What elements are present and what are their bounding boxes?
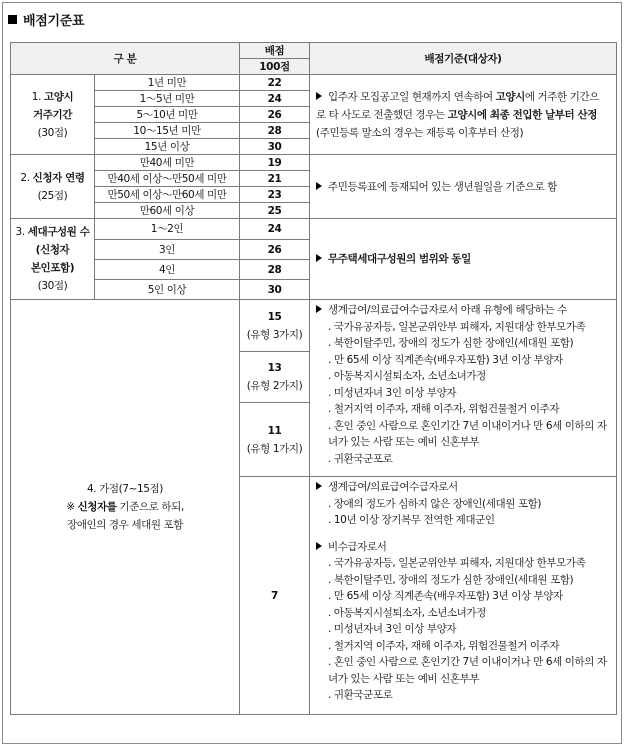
criteria-item: . 아동복지시설퇴소자, 소년소녀가정 xyxy=(316,368,608,385)
row-score: 30 xyxy=(240,280,310,300)
row-score: 25 xyxy=(240,203,310,219)
row-label: 1～2인 xyxy=(95,219,240,240)
row-label: 4인 xyxy=(95,260,240,280)
square-bullet-icon xyxy=(8,15,17,24)
row-score: 28 xyxy=(240,123,310,139)
category-bonus: 4. 가점(7~15점) ※ 신청자를 기준으로 하되, 장애인의 경우 세대원 포함 xyxy=(11,300,240,715)
criteria-item: . 혼인 중인 사람으로 혼인기간 7년 이내이거나 만 6세 이하의 자녀가 있는 사람 또는 예비 신혼부부 xyxy=(316,654,608,687)
criteria-item: . 북한이탈주민, 장애의 정도가 심한 장애인(세대원 포함) xyxy=(316,572,608,589)
row-score: 23 xyxy=(240,187,310,203)
row-score: 22 xyxy=(240,75,310,91)
score-7: 7 xyxy=(240,477,310,715)
criteria-household: 무주택세대구성원의 범위와 동일 xyxy=(310,219,617,300)
score-table xyxy=(10,42,617,715)
row-score: 28 xyxy=(240,260,310,280)
header-score-top: 배점 xyxy=(240,43,310,59)
row-score: 26 xyxy=(240,107,310,123)
criteria-item: . 미성년자녀 3인 이상 부양자 xyxy=(316,385,608,402)
row-label: 만60세 이상 xyxy=(95,203,240,219)
criteria-item: . 장애의 정도가 심하지 않은 장애인(세대원 포함) xyxy=(316,496,608,513)
arrow-icon xyxy=(316,305,322,313)
header-score-bottom: 100점 xyxy=(240,59,310,75)
row-score: 24 xyxy=(240,91,310,107)
row-label: 만40세 이상～만50세 미만 xyxy=(95,171,240,187)
criteria-age: 주민등록표에 등재되어 있는 생년월일을 기준으로 함 xyxy=(310,155,617,219)
criteria-item: . 북한이탈주민, 장애의 정도가 심한 장애인(세대원 포함) xyxy=(316,335,608,352)
criteria-residence: 입주자 모집공고일 현재까지 연속하여 고양시에 거주한 기간으로 타 사도로 전출했던 경우는 고양시에 최종 전입한 날부터 산정 (주민등록 말소의 경우는 재등록 이후부터 산정) xyxy=(310,75,617,155)
criteria-item: . 10년 이상 장기복무 전역한 제대군인 xyxy=(316,512,608,529)
category-age: 2. 신청자 연령 (25점) xyxy=(11,155,95,219)
arrow-icon xyxy=(316,92,322,100)
row-label: 5인 이상 xyxy=(95,280,240,300)
criteria-item: . 철거지역 이주자, 재해 이주자, 위험건물철거 이주자 xyxy=(316,401,608,418)
row-score: 30 xyxy=(240,139,310,155)
criteria-item: . 아동복지시설퇴소자, 소년소녀가정 xyxy=(316,605,608,622)
category-residence: 1. 고양시 거주기간 (30점) xyxy=(11,75,95,155)
arrow-icon xyxy=(316,482,322,490)
row-label: 만40세 미만 xyxy=(95,155,240,171)
criteria-item: . 귀환국군포로 xyxy=(316,687,608,704)
row-score: 19 xyxy=(240,155,310,171)
criteria-item: . 귀환국군포로 xyxy=(316,451,608,468)
criteria-item: . 국가유공자등, 일본군위안부 피해자, 지원대상 한부모가족 xyxy=(316,555,608,572)
criteria-bonus-recipient-types xyxy=(310,300,617,477)
row-label: 3인 xyxy=(95,240,240,260)
criteria-item: . 미성년자녀 3인 이상 부양자 xyxy=(316,621,608,638)
header-criteria: 배점기준(대상자) xyxy=(310,43,617,75)
criteria-heading: 비수급자로서 xyxy=(316,539,608,556)
score-15: 15 (유형 3가지) xyxy=(240,300,310,352)
criteria-heading: 생계급여/의료급여수급자로서 아래 유형에 해당하는 수 xyxy=(316,302,608,319)
criteria-item: . 만 65세 이상 직계존속(배우자포함) 3년 이상 부양자 xyxy=(316,588,608,605)
arrow-icon xyxy=(316,542,322,550)
row-label: 15년 이상 xyxy=(95,139,240,155)
score-11: 11 (유형 1가지) xyxy=(240,403,310,477)
arrow-icon xyxy=(316,182,322,190)
criteria-item: . 철거지역 이주자, 재해 이주자, 위험건물철거 이주자 xyxy=(316,638,608,655)
row-label: 1년 미만 xyxy=(95,75,240,91)
row-label: 1～5년 미만 xyxy=(95,91,240,107)
criteria-item: . 국가유공자등, 일본군위안부 피해자, 지원대상 한부모가족 xyxy=(316,319,608,336)
row-label: 10～15년 미만 xyxy=(95,123,240,139)
criteria-item: . 혼인 중인 사람으로 혼인기간 7년 이내이거나 만 6세 이하의 자녀가 있는 사람 또는 예비 신혼부부 xyxy=(316,418,608,451)
criteria-heading: 생계급여/의료급여수급자로서 xyxy=(316,479,608,496)
row-score: 24 xyxy=(240,219,310,240)
row-label: 만50세 이상～만60세 미만 xyxy=(95,187,240,203)
page-title: 배점기준표 xyxy=(8,10,84,29)
score-13: 13 (유형 2가지) xyxy=(240,352,310,403)
criteria-item: . 만 65세 이상 직계존속(배우자포함) 3년 이상 부양자 xyxy=(316,352,608,369)
category-household: 3. 세대구성원 수 (신청자 본인포함) (30점) xyxy=(11,219,95,300)
header-gubun: 구 분 xyxy=(11,43,240,75)
row-score: 21 xyxy=(240,171,310,187)
arrow-icon xyxy=(316,254,322,262)
criteria-bonus-7 xyxy=(310,477,617,715)
row-score: 26 xyxy=(240,240,310,260)
row-label: 5～10년 미만 xyxy=(95,107,240,123)
